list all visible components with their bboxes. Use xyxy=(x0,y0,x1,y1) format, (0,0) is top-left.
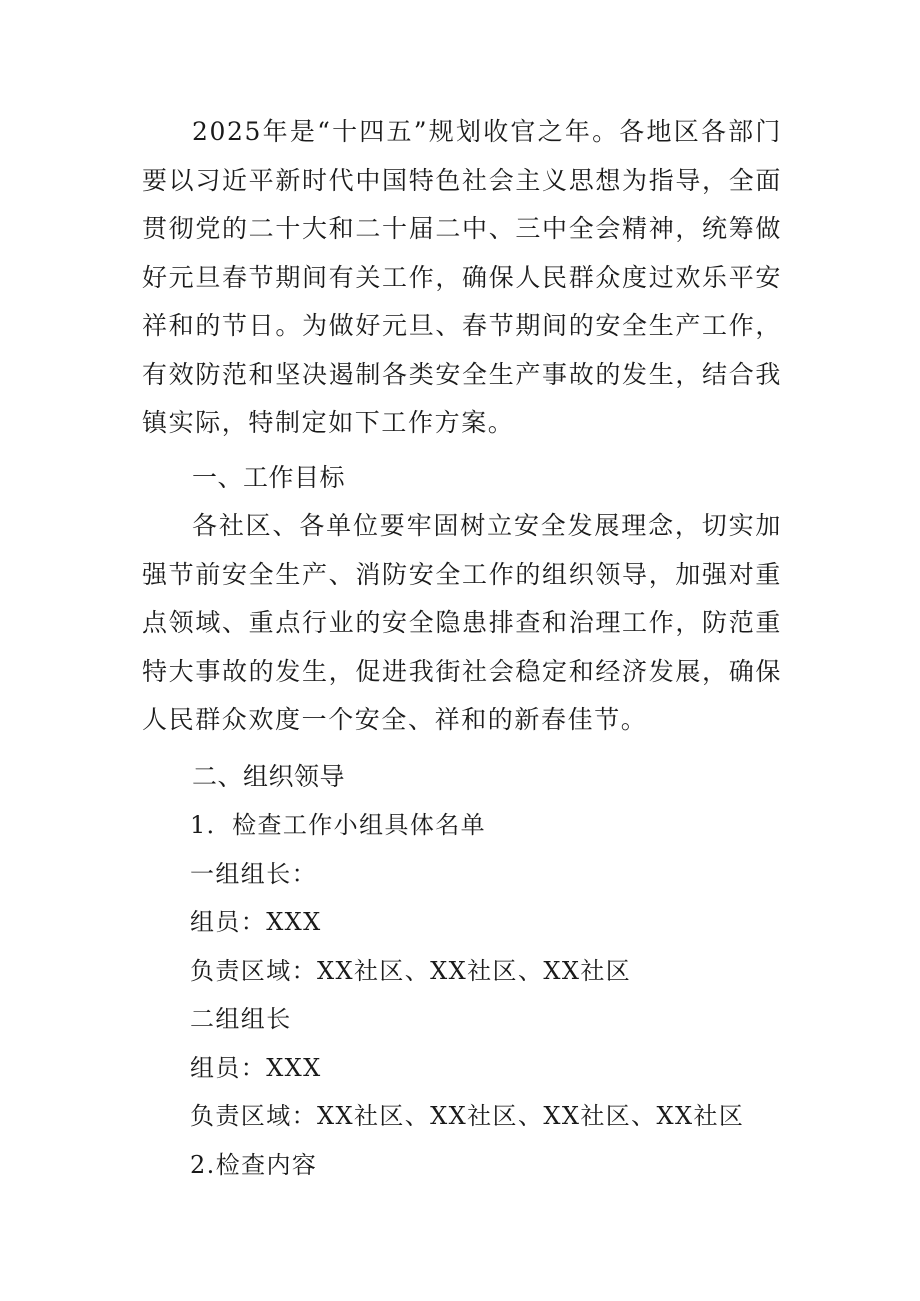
group-2-members: 组员：XXX xyxy=(190,1053,322,1082)
section-1-heading: 一、工作目标 xyxy=(192,462,346,492)
group-1-members: 组员：XXX xyxy=(190,908,322,936)
group-1-leader: 一组组长： xyxy=(190,859,317,888)
group-2-leader: 二组组长 xyxy=(190,1005,292,1033)
section-2-heading: 二、组织领导 xyxy=(192,761,346,791)
section-1-body: 各社区、各单位要牢固树立安全发展理念，切实加强节前安全生产、消防安全工作的组织领导，加强对重点领域、重点行业的安全隐患排查和治理工作，防范重特大事故的发生，促进我街社会稳定和经济发展，确保人民群众欢度一个安全、祥和的新春佳节。 xyxy=(142,511,782,734)
group-2-area: 负责区域：XX社区、XX社区、XX社区、XX社区 xyxy=(190,1102,745,1130)
item-1-title: 1．检查工作小组具体名单 xyxy=(190,811,487,839)
document-page xyxy=(142,108,782,1189)
group-1-area: 负责区域：XX社区、XX社区、XX社区 xyxy=(190,956,632,985)
intro-paragraph: 2025年是“十四五”规划收官之年。各地区各部门要以习近平新时代中国特色社会主义思想为指导，全面贯彻党的二十大和二十届二中、三中全会精神，统筹做好元旦春节期间有关工作，确保人民群众度过欢乐平安祥和的节日。为做好元旦、春节期间的安全生产工作，有效防范和坚决遏制各类安全生产事故的发生，结合我镇实际，特制定如下工作方案。 xyxy=(142,117,782,437)
item-2-title: 2.检查内容 xyxy=(190,1150,318,1179)
